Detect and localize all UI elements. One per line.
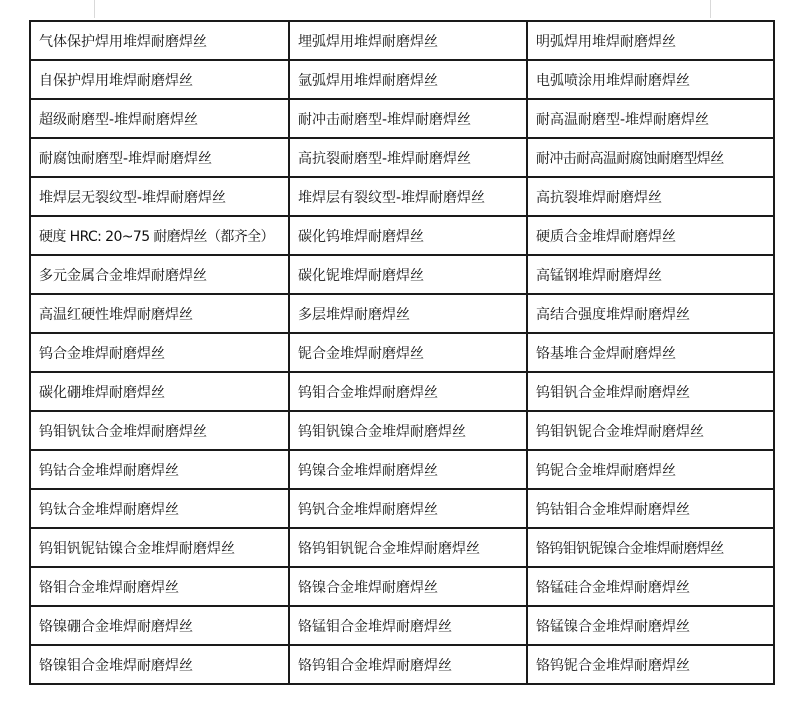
table-cell: 耐高温耐磨型-堆焊耐磨焊丝 (527, 99, 774, 138)
table-cell: 钨钴钼合金堆焊耐磨焊丝 (527, 489, 774, 528)
table-row (30, 606, 774, 645)
table-cell: 铬钨铌合金堆焊耐磨焊丝 (527, 645, 774, 684)
table-row (30, 567, 774, 606)
table-cell: 多层堆焊耐磨焊丝 (289, 294, 527, 333)
table-cell: 铬镍钼合金堆焊耐磨焊丝 (30, 645, 289, 684)
table-cell: 钨钼钒钛合金堆焊耐磨焊丝 (30, 411, 289, 450)
table-cell: 钨钼钒铌合金堆焊耐磨焊丝 (527, 411, 774, 450)
margin-guide-left (94, 0, 95, 18)
table-cell: 明弧焊用堆焊耐磨焊丝 (527, 21, 774, 60)
table-cell: 铬钨钼钒铌镍合金堆焊耐磨焊丝 (527, 528, 774, 567)
table-cell: 硬度 HRC: 20~75 耐磨焊丝（都齐全） (30, 216, 289, 255)
table-row (30, 450, 774, 489)
table-row (30, 99, 774, 138)
table-cell: 铬镍合金堆焊耐磨焊丝 (289, 567, 527, 606)
table-cell: 埋弧焊用堆焊耐磨焊丝 (289, 21, 527, 60)
table-row (30, 21, 774, 60)
table-cell: 高抗裂耐磨型-堆焊耐磨焊丝 (289, 138, 527, 177)
table-row (30, 372, 774, 411)
table-cell: 铬钨钼合金堆焊耐磨焊丝 (289, 645, 527, 684)
table-cell: 钨铌合金堆焊耐磨焊丝 (527, 450, 774, 489)
table-row (30, 138, 774, 177)
table-cell: 铬锰镍合金堆焊耐磨焊丝 (527, 606, 774, 645)
table-row (30, 294, 774, 333)
table-cell: 钨镍合金堆焊耐磨焊丝 (289, 450, 527, 489)
table-cell: 氩弧焊用堆焊耐磨焊丝 (289, 60, 527, 99)
table-cell: 耐冲击耐高温耐腐蚀耐磨型焊丝 (527, 138, 774, 177)
table-cell: 堆焊层无裂纹型-堆焊耐磨焊丝 (30, 177, 289, 216)
table-cell: 高结合强度堆焊耐磨焊丝 (527, 294, 774, 333)
table-cell: 碳化硼堆焊耐磨焊丝 (30, 372, 289, 411)
wire-types-table (29, 20, 775, 685)
table-cell: 高锰钢堆焊耐磨焊丝 (527, 255, 774, 294)
table-cell: 钨钼钒镍合金堆焊耐磨焊丝 (289, 411, 527, 450)
table-cell: 钨钼钒铌钴镍合金堆焊耐磨焊丝 (30, 528, 289, 567)
table-cell: 铬锰硅合金堆焊耐磨焊丝 (527, 567, 774, 606)
table-row (30, 645, 774, 684)
table-row (30, 489, 774, 528)
table-cell: 高温红硬性堆焊耐磨焊丝 (30, 294, 289, 333)
table-cell: 高抗裂堆焊耐磨焊丝 (527, 177, 774, 216)
table-row (30, 255, 774, 294)
table-cell: 钨钼钒合金堆焊耐磨焊丝 (527, 372, 774, 411)
table-row (30, 411, 774, 450)
table-cell: 碳化铌堆焊耐磨焊丝 (289, 255, 527, 294)
table-cell: 钨合金堆焊耐磨焊丝 (30, 333, 289, 372)
table-cell: 铬钼合金堆焊耐磨焊丝 (30, 567, 289, 606)
table-cell: 耐冲击耐磨型-堆焊耐磨焊丝 (289, 99, 527, 138)
table-cell: 超级耐磨型-堆焊耐磨焊丝 (30, 99, 289, 138)
table-cell: 耐腐蚀耐磨型-堆焊耐磨焊丝 (30, 138, 289, 177)
table-row (30, 528, 774, 567)
table-cell: 自保护焊用堆焊耐磨焊丝 (30, 60, 289, 99)
table-row (30, 333, 774, 372)
table-cell: 钨钼合金堆焊耐磨焊丝 (289, 372, 527, 411)
table-cell: 钨钴合金堆焊耐磨焊丝 (30, 450, 289, 489)
table-cell: 气体保护焊用堆焊耐磨焊丝 (30, 21, 289, 60)
table-cell: 铬钨钼钒铌合金堆焊耐磨焊丝 (289, 528, 527, 567)
table-cell: 铬基堆合金焊耐磨焊丝 (527, 333, 774, 372)
table-cell: 铬镍硼合金堆焊耐磨焊丝 (30, 606, 289, 645)
table-cell: 钨钛合金堆焊耐磨焊丝 (30, 489, 289, 528)
table-cell: 铬锰钼合金堆焊耐磨焊丝 (289, 606, 527, 645)
table-cell: 电弧喷涂用堆焊耐磨焊丝 (527, 60, 774, 99)
table-cell: 钨钒合金堆焊耐磨焊丝 (289, 489, 527, 528)
margin-guide-right (710, 0, 711, 18)
table-cell: 堆焊层有裂纹型-堆焊耐磨焊丝 (289, 177, 527, 216)
table-cell: 多元金属合金堆焊耐磨焊丝 (30, 255, 289, 294)
table-row (30, 60, 774, 99)
table-row (30, 177, 774, 216)
table-cell: 铌合金堆焊耐磨焊丝 (289, 333, 527, 372)
table-cell: 碳化钨堆焊耐磨焊丝 (289, 216, 527, 255)
table-cell: 硬质合金堆焊耐磨焊丝 (527, 216, 774, 255)
table-row (30, 216, 774, 255)
